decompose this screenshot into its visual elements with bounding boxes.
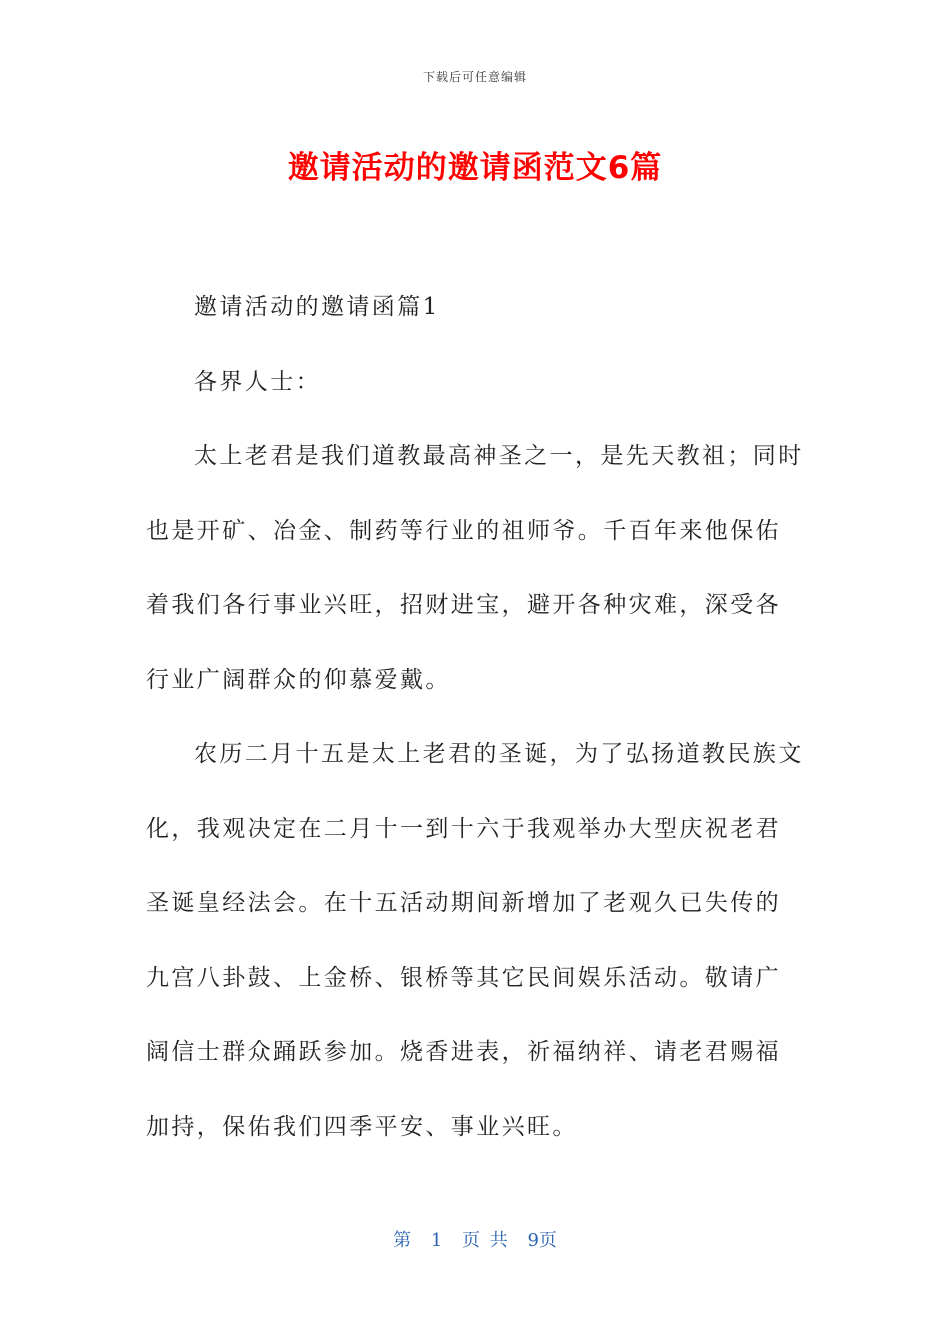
footer-middle: 页 共 <box>462 1230 508 1251</box>
footer-total-pages: 9页 <box>527 1230 557 1251</box>
header-note: 下载后可任意编辑 <box>422 70 527 84</box>
document-title: 邀请活动的邀请函范文6篇 <box>287 150 663 186</box>
page-footer <box>0 1226 950 1252</box>
paragraph-1: 太上老君是我们道教最高神圣之一，是先天教祖；同时也是开矿、冶金、制药等行业的祖师爷。千百年来他保佑着我们各行事业兴旺，招财进宝，避开各种灾难，深受各行业广阔群众的仰慕爱戴。 <box>146 443 804 693</box>
footer-prefix: 第 <box>393 1230 412 1251</box>
paragraph-2: 农历二月十五是太上老君的圣诞，为了弘扬道教民族文化，我观决定在二月十一到十六于我观举办大型庆祝老君圣诞皇经法会。在十五活动期间新增加了老观久已失传的九宫八卦鼓、上金桥、银桥等其它民间娱乐活动。敬请广阔信士群众踊跃参加。烧香进表，祈福纳祥、请老君赐福加持，保佑我们四季平安、事业兴旺。 <box>146 741 804 1140</box>
salutation: 各界人士： <box>194 368 321 395</box>
document-body <box>146 270 806 1164</box>
section-heading: 邀请活动的邀请函篇1 <box>194 294 440 320</box>
footer-current-page: 1 <box>430 1230 443 1251</box>
